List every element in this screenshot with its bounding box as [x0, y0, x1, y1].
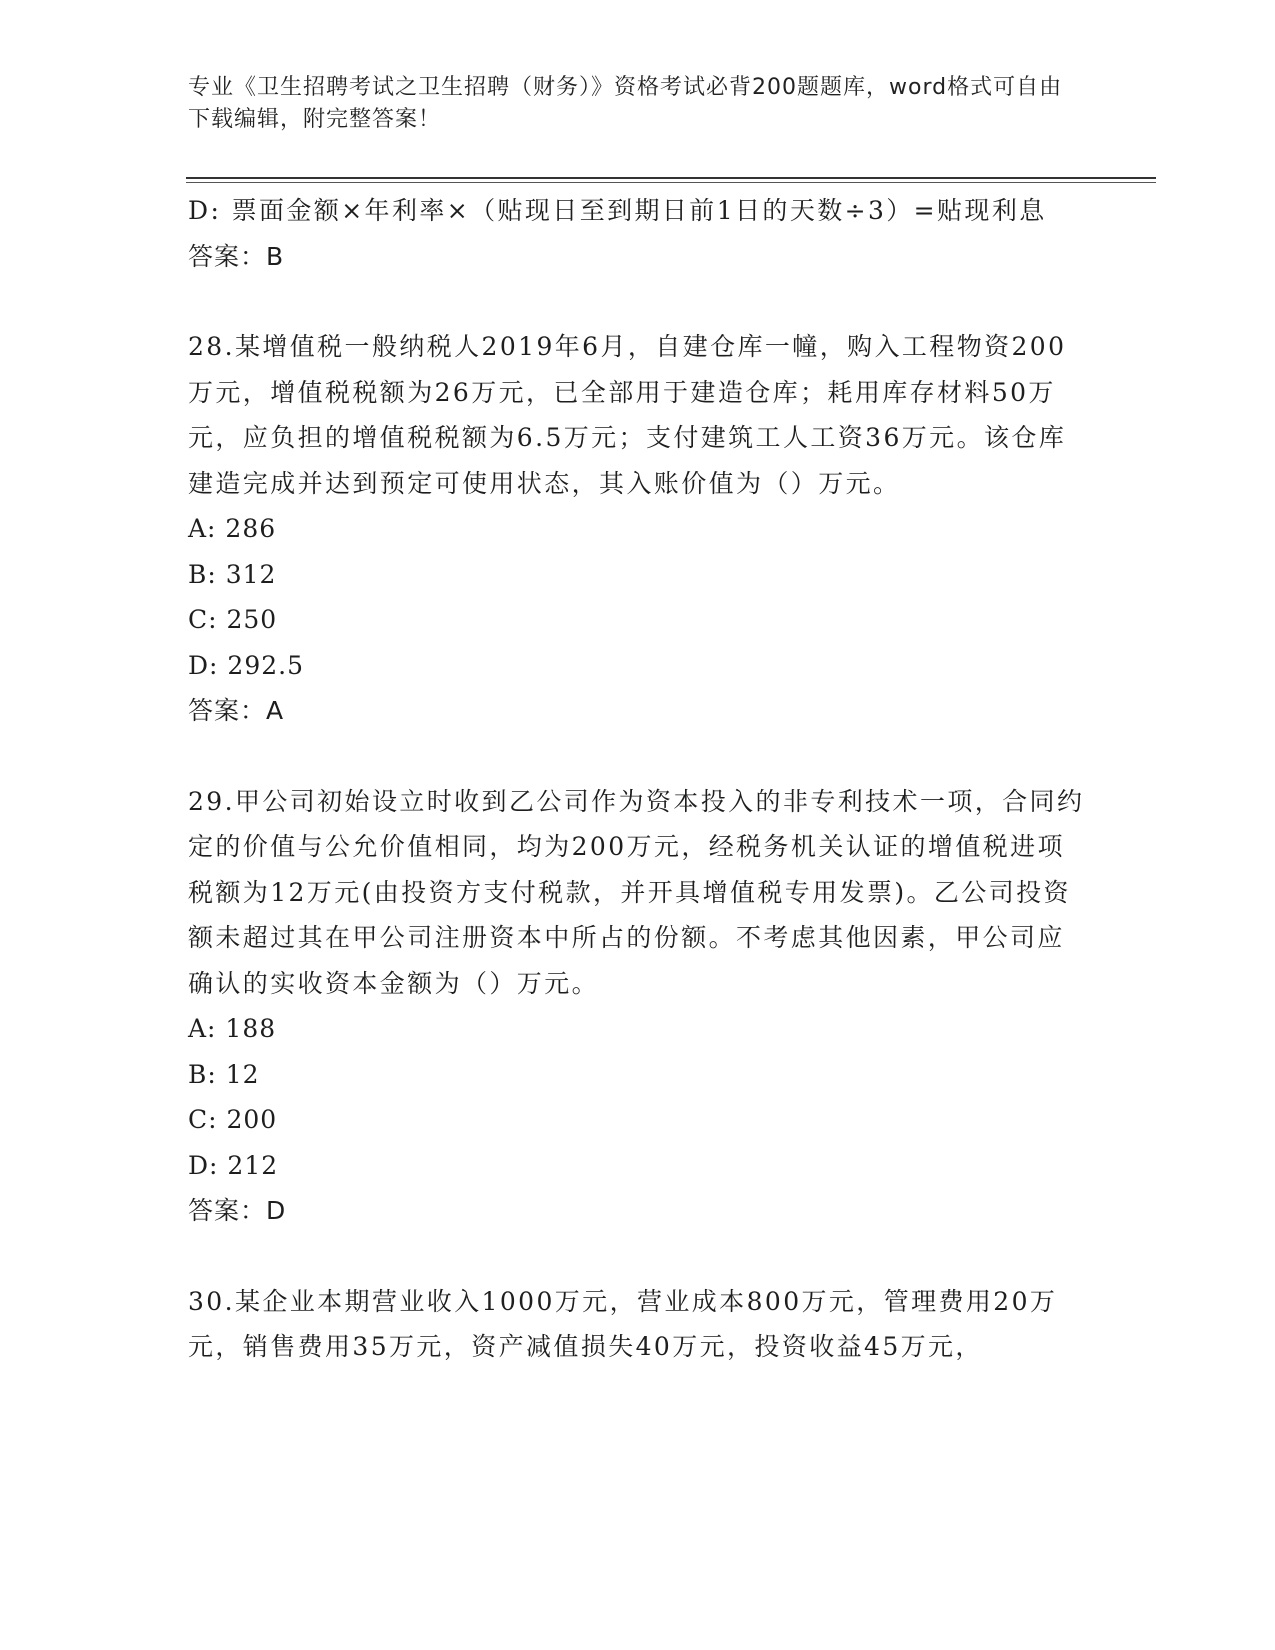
question-stem: 28.某增值税一般纳税人2019年6月，自建仓库一幢，购入工程物资200万元，增值税税额为26万元，已全部用于建造仓库；耗用库存材料50万元，应负担的增值税税额为6.5万元；支付建筑工人工资36万元。该仓库建造完成并达到预定可使用状态，其入账价值为（）万元。 [188, 332, 1067, 498]
answer-line: 答案：B [188, 241, 285, 271]
question-stem: 30.某企业本期营业收入1000万元，营业成本800万元，管理费用20万元，销售费用35万元，资产减值损失40万元，投资收益45万元， [188, 1286, 1058, 1361]
header-divider-thick [186, 177, 1156, 179]
question-29 [188, 779, 1088, 1234]
answer-line: 答案：D [188, 1196, 287, 1225]
option-c: C: 200 [188, 1105, 278, 1134]
document-header: 专业《卫生招聘考试之卫生招聘（财务）》资格考试必背200题题库，word格式可自由下载编辑，附完整答案！ [188, 75, 1063, 132]
option-d: D: 票面金额×年利率×（贴现日至到期日前1日的天数÷3）=贴现利息 [188, 196, 1047, 225]
spacer [188, 1234, 1088, 1279]
answer-line: 答案：A [188, 696, 285, 725]
previous-question-tail [188, 188, 1088, 279]
question-30 [188, 1279, 1088, 1370]
option-a: A: 286 [188, 514, 277, 543]
option-b: B: 312 [188, 559, 277, 589]
header-divider-thin [186, 182, 1156, 183]
option-c: C: 250 [188, 605, 278, 634]
option-d: D: 212 [188, 1150, 279, 1180]
option-a: A: 188 [188, 1014, 277, 1043]
question-stem: 29.甲公司初始设立时收到乙公司作为资本投入的非专利技术一项，合同约定的价值与公允价值相同，均为200万元，经税务机关认证的增值税进项税额为12万元(由投资方支付税款，并开具增值税专用发票)。乙公司投资额未超过其在甲公司注册资本中所占的份额。不考虑其他因素，甲公司应确认的实收资本金额为（）万元。 [188, 786, 1085, 998]
spacer [188, 279, 1088, 324]
option-d: D: 292.5 [188, 650, 304, 680]
document-body [188, 188, 1088, 1370]
spacer [188, 734, 1088, 779]
option-b: B: 12 [188, 1059, 260, 1089]
question-28 [188, 324, 1088, 734]
